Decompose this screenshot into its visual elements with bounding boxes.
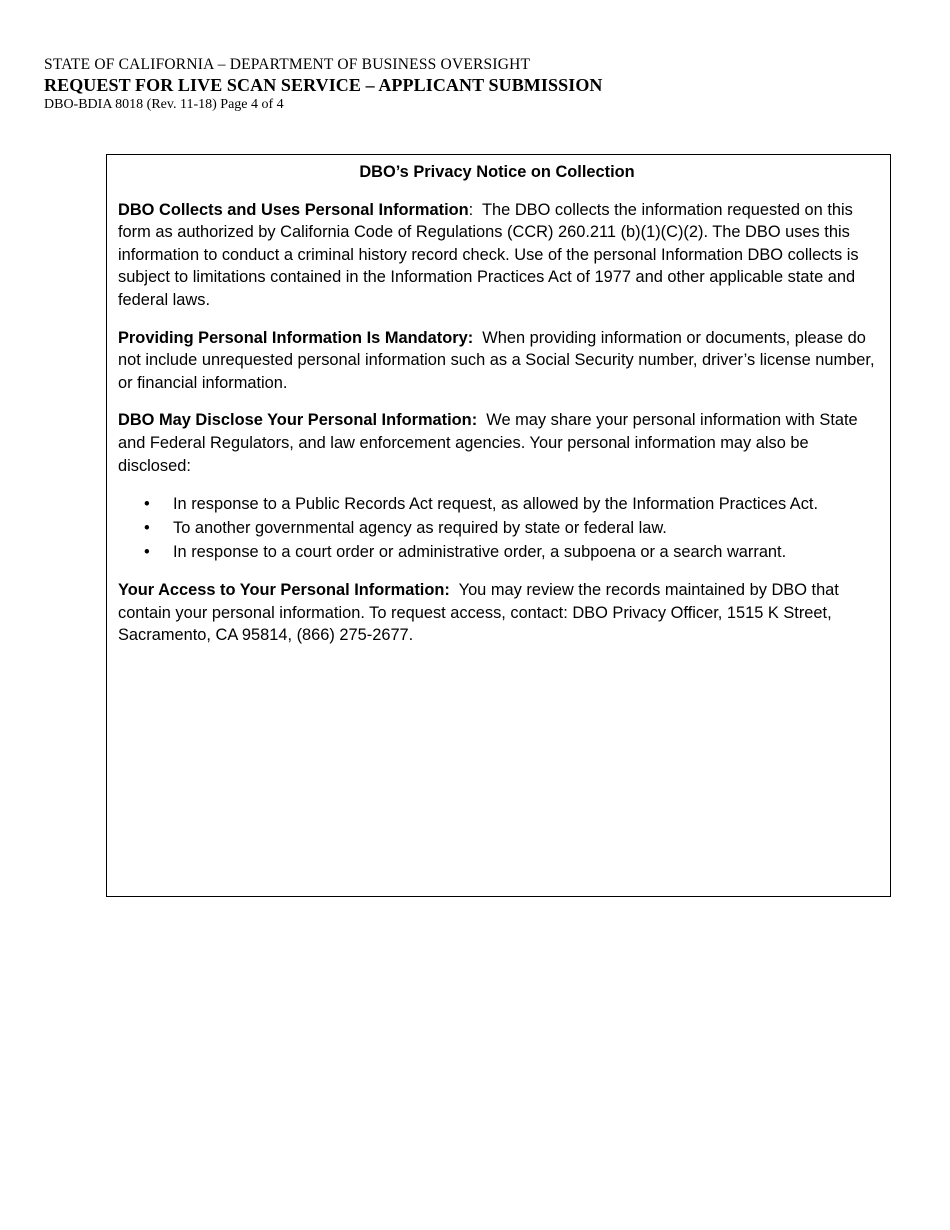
section-separator: [473, 329, 482, 347]
section-heading: Providing Personal Information Is Mandatory:: [118, 328, 474, 347]
section-mandatory: [118, 327, 876, 395]
list-item-text: In response to a Public Records Act request, as allowed by the Information Practices Act.: [173, 495, 819, 514]
section-body: The DBO collects the information requested on this form as authorized by California Code of Regulations (CCR) 260.211 (b)(1)(C)(2). The DBO uses this information to conduct a criminal history record check. Use of the personal Information DBO collects is subject to limitations contained in the Information Practices Act of 1977 and other applicable state and federal laws.: [118, 200, 859, 309]
list-item-text: In response to a court order or administrative order, a subpoena or a search warrant.: [173, 543, 787, 562]
section-separator: [477, 411, 486, 429]
section-body: We may share your personal information with State and Federal Regulators, and law enforcement agencies. Your personal information may also be disclosed:: [118, 411, 858, 475]
section-heading: Your Access to Your Personal Information:: [118, 581, 450, 600]
notice-title: DBO’s Privacy Notice on Collection: [359, 163, 635, 181]
section-access: [118, 579, 876, 647]
section-separator: :: [468, 200, 483, 219]
section-heading: DBO May Disclose Your Personal Information:: [118, 411, 478, 430]
disclosure-list: [118, 492, 876, 564]
bullet-icon: •: [144, 543, 150, 562]
section-disclose: [118, 409, 876, 477]
section-collects-uses: [118, 199, 876, 312]
list-item: [118, 540, 876, 564]
section-body: When providing information or documents, please do not include unrequested personal information such as a Social Security number, driver’s license number, or financial information.: [118, 328, 875, 392]
form-id: DBO-BDIA 8018 (Rev. 11-18) Page 4 of 4: [44, 97, 284, 112]
bullet-icon: •: [144, 519, 150, 538]
bullet-icon: •: [144, 495, 150, 514]
list-item: [118, 492, 876, 516]
form-header: [44, 56, 603, 114]
form-title: REQUEST FOR LIVE SCAN SERVICE – APPLICANT SUBMISSION: [44, 75, 603, 95]
agency-name: STATE OF CALIFORNIA – DEPARTMENT OF BUSINESS OVERSIGHT: [44, 56, 531, 73]
section-separator: [450, 581, 459, 599]
section-body: You may review the records maintained by DBO that contain your personal information. To request access, contact: DBO Privacy Officer, 1515 K Street, Sacramento, CA 95814, (866) 275-2677.: [118, 581, 839, 645]
list-item: [118, 516, 876, 540]
section-heading: DBO Collects and Uses Personal Information: [118, 200, 469, 219]
list-item-text: To another governmental agency as required by state or federal law.: [173, 519, 667, 538]
privacy-notice-box: [106, 154, 891, 897]
